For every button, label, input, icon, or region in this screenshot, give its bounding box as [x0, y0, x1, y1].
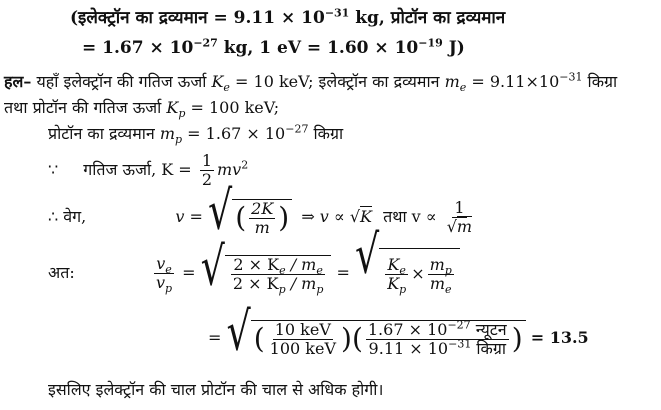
solution-label: हल–	[4, 72, 32, 91]
solution-line-2: तथा प्रोटॉन की गतिज ऊर्जा $K_p = 100$ keV;	[4, 98, 280, 121]
solution-line-3: प्रोटॉन का द्रव्यमान $m_p = 1.67 \times 10^{-27}$ किग्रा	[48, 122, 344, 147]
velocity-ratio: अत: $\frac{v_e}{v_p}$ = √ $\frac{2 \times K_e / m_e}{2 \times K_p / m_p}$ = √ $\frac{K_e}{K_p}$ × $\frac{m_p}{m_e}$	[48, 248, 460, 299]
because-symbol: ∵	[48, 160, 59, 179]
sqrt-2k-over-m: √ ( $\frac{2K}{m}$ )	[208, 199, 292, 237]
given-line-1: (इलेक्ट्रॉन का द्रव्यमान = $9.11 \times 10^{-31}$ kg, प्रोटॉन का द्रव्यमान	[70, 6, 506, 28]
numeric-evaluation: = √ ( $\frac{\text{10 keV}}{\text{100 keV}}$ ) ( $\frac{1.67 \times 10^{-27} न्यूटन}{9.11 \times 10^{-31} किग्रा}$ ) = 13.5	[208, 300, 589, 362]
given-line-2: = $1.67 \times 10^{-27}$ kg, 1 eV = $1.60 \times 10^{-19}$ J)	[82, 36, 465, 58]
therefore-symbol: ∴ वेग,	[48, 207, 87, 226]
sqrt-numeric-expression: √ ( $\frac{\text{10 keV}}{\text{100 keV}}$ ) ( $\frac{1.67 \times 10^{-27} न्यूटन}{9.11 \times 10^{-31} किग्रा}$ )	[227, 320, 526, 358]
sqrt-product-expression: √ $\frac{K_e}{K_p}$ × $\frac{m_p}{m_e}$	[355, 248, 460, 299]
final-result: = 13.5	[530, 328, 589, 347]
sqrt-ratio-expression: √ $\frac{2 \times K_e / m_e}{2 \times K_p / m_p}$	[201, 255, 332, 293]
hence-label: अत:	[48, 263, 75, 282]
velocity-formula: ∴ वेग, v = √ ( $\frac{2K}{m}$ ) ⇒ v ∝ √K तथा v ∝ $\frac{1}{√m}$	[48, 179, 473, 241]
ratio-ve-vp: $\frac{v_e}{v_p}$	[155, 254, 173, 296]
inverse-sqrt-m: $\frac{1}{√m}$	[446, 198, 473, 236]
solution-line-1: हल– यहाँ इलेक्ट्रॉन की गतिज ऊर्जा $K_e = 10$ keV; इलेक्ट्रॉन का द्रव्यमान $m_e = 9.11\times 10^{-31}$ किग्रा	[4, 70, 618, 95]
conclusion-text: इसलिए इलेक्ट्रॉन की चाल प्रोटॉन की चाल से अधिक होगी।	[48, 380, 384, 399]
half-fraction: $\frac{1}{2}$	[201, 151, 212, 189]
kinetic-energy-formula: ∵ गतिज ऊर्जा, K = $\frac{1}{2}$ $mv^2$	[48, 151, 249, 189]
